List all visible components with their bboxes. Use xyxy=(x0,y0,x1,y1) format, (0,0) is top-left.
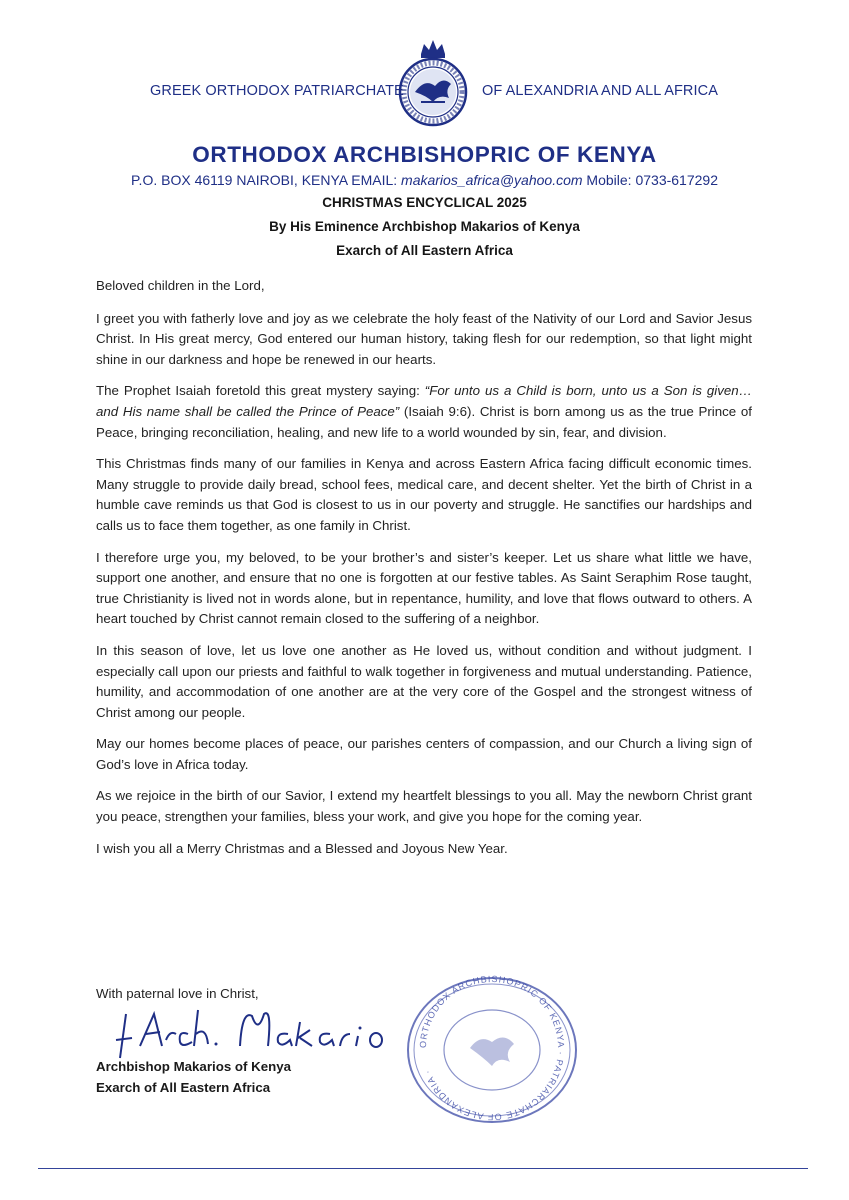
greeting: Beloved children in the Lord, xyxy=(96,278,265,293)
handwritten-signature xyxy=(112,1000,412,1060)
paragraph-7: As we rejoice in the birth of our Savior, I extend my heartfelt blessings to you all. May the newborn Christ grant you peace, strengthen your families, bless your work, and give you hope for the coming year. xyxy=(96,788,752,825)
paragraph-4: I therefore urge you, my beloved, to be your brother’s and sister’s keeper. Let us share what little we have, support one another, and ensure that no one is forgotten at our festive tables. As Saint Seraphim Rose taught, true Christianity is lived not in words alone, but in repentance, humility, and love that flows outward to others. A heart touched by Christ cannot remain closed to the suffering of a neighbor. xyxy=(96,549,752,627)
isaiah-quote: “For unto us a Child is born, unto us a Son is given… and His name shall be called the Prince of Peace” xyxy=(96,383,752,419)
letter-body xyxy=(96,276,752,870)
encyclical-author-title: Exarch of All Eastern Africa xyxy=(336,243,513,258)
signatory-title: Exarch of All Eastern Africa xyxy=(96,1080,271,1095)
encyclical-title: CHRISTMAS ENCYCLICAL 2025 xyxy=(322,195,527,210)
letterhead-right-text: OF ALEXANDRIA AND ALL AFRICA xyxy=(482,83,718,99)
signatory-name: Archbishop Makarios of Kenya xyxy=(96,1059,292,1074)
official-seal-stamp xyxy=(400,970,585,1130)
seal-lettering: ORTHODOX ARCHBISHOPRIC OF KENYA · PATRIARCHATE OF ALEXANDRIA · xyxy=(417,973,567,1123)
organization-title: ORTHODOX ARCHBISHOPRIC OF KENYA xyxy=(192,142,657,167)
contact-address: P.O. BOX 46119 NAIROBI, KENYA EMAIL: xyxy=(131,172,402,188)
closing-line: With paternal love in Christ, xyxy=(96,986,259,1001)
contact-email: makarios_africa@yahoo.com xyxy=(401,172,583,188)
paragraph-6: May our homes become places of peace, our parishes centers of compassion, and our Church a living sign of God’s love in Africa today. xyxy=(96,736,752,772)
footer-divider xyxy=(38,1168,808,1169)
paragraph-2-lead: The Prophet Isaiah foretold this great mystery saying: xyxy=(96,383,425,399)
encyclical-author: By His Eminence Archbishop Makarios of Kenya xyxy=(269,219,580,234)
contact-mobile: Mobile: 0733-617292 xyxy=(582,172,718,188)
paragraph-2 xyxy=(96,381,752,443)
paragraph-2-rest: (Isaiah 9:6). Christ is born among us as the true Prince of Peace, bringing reconciliation, healing, and new life to a world wounded by sin, fear, and division. xyxy=(96,403,752,440)
paragraph-1: I greet you with fatherly love and joy as we celebrate the holy feast of the Nativity of our Lord and Savior Jesus Christ. In His great mercy, God entered our human history, taking flesh for our redemption, so that light might shine in our darkness and hope be renewed in our hearts. xyxy=(96,310,752,367)
patriarchate-crest-icon xyxy=(391,36,475,128)
paragraph-8: I wish you all a Merry Christmas and a Blessed and Joyous New Year. xyxy=(96,840,508,856)
paragraph-3: This Christmas finds many of our families in Kenya and across Eastern Africa facing difficult economic times. Many struggle to provide daily bread, school fees, medical care, and decent shelter. Yet the birth of Christ in a humble cave reminds us that God is closest to us in our poverty and struggle. He sanctifies our hardships and calls us to face them together, as one family in Christ. xyxy=(96,456,752,533)
paragraph-5: In this season of love, let us love one another as He loved us, without condition and without judgment. I especially call upon our priests and faithful to walk together in forgiveness and mutual understanding. Patience, humility, and accommodation of one another are at the very core of the Gospel and the strongest witness of Christ among our people. xyxy=(96,642,752,720)
letterhead-left-text: GREEK ORTHODOX PATRIARCHATE xyxy=(150,83,404,99)
contact-line xyxy=(0,172,849,188)
